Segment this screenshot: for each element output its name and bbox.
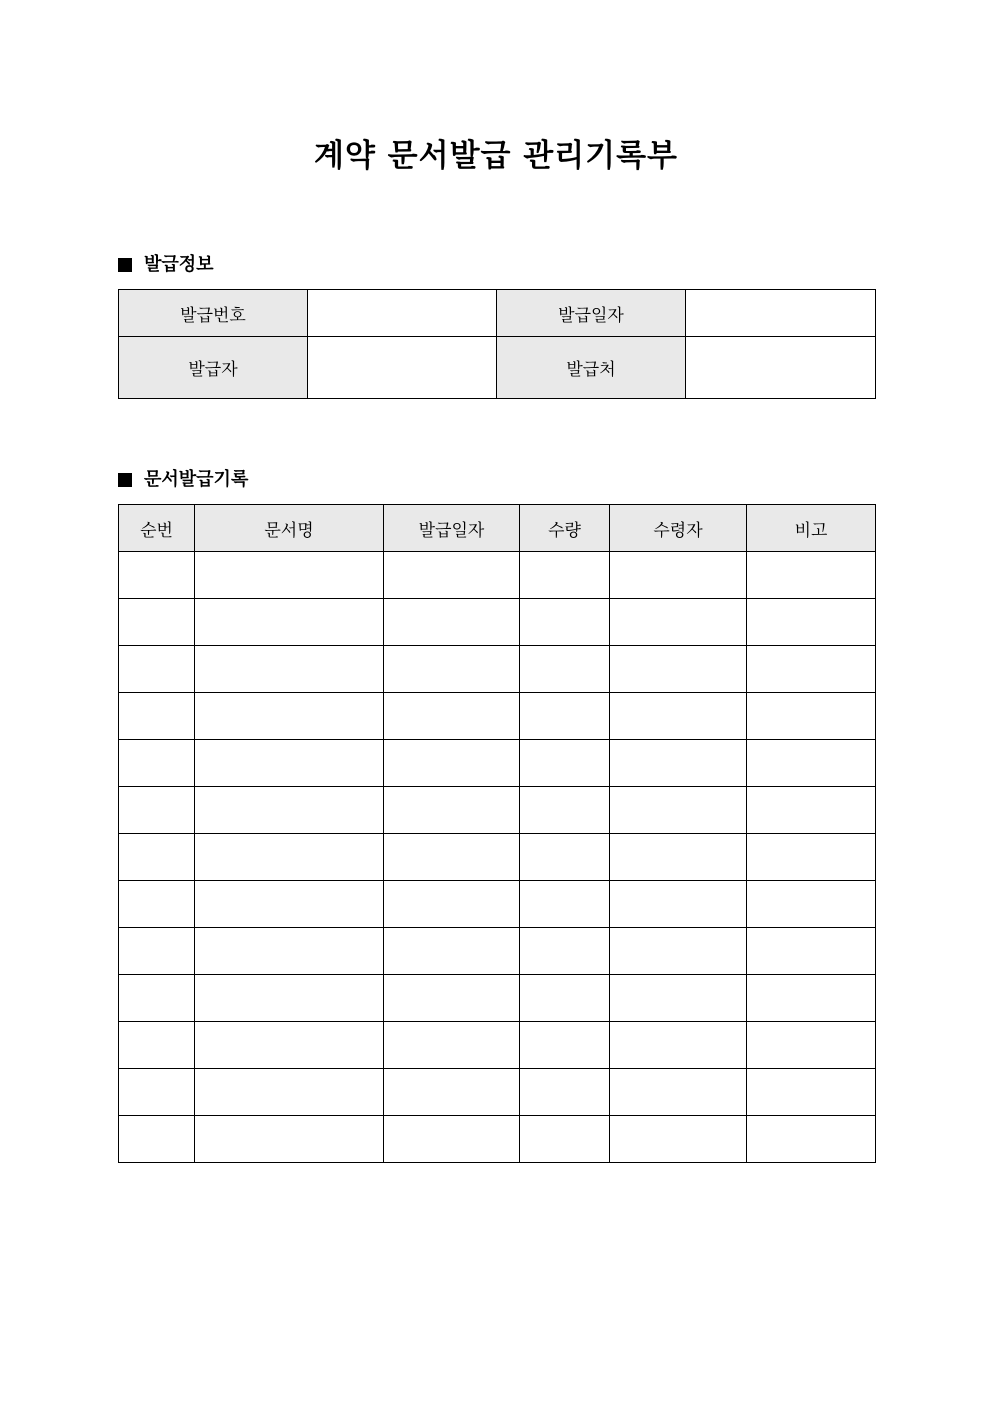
issue-date-cell[interactable] — [384, 599, 520, 646]
seq-cell[interactable] — [119, 975, 195, 1022]
recipient-cell[interactable] — [610, 975, 747, 1022]
section-heading-label: 발급정보 — [144, 254, 214, 275]
recipient-cell[interactable] — [610, 834, 747, 881]
recipient-cell[interactable] — [610, 787, 747, 834]
quantity-cell[interactable] — [520, 1116, 610, 1163]
quantity-cell[interactable] — [520, 881, 610, 928]
document-name-cell[interactable] — [195, 1116, 384, 1163]
quantity-cell[interactable] — [520, 693, 610, 740]
recipient-cell[interactable] — [610, 1116, 747, 1163]
table-row — [119, 881, 876, 928]
issue-date-cell[interactable] — [384, 552, 520, 599]
recipient-cell[interactable] — [610, 599, 747, 646]
quantity-cell[interactable] — [520, 834, 610, 881]
issued-to-label: 발급처 — [497, 337, 686, 399]
recipient-cell[interactable] — [610, 740, 747, 787]
recipient-cell[interactable] — [610, 646, 747, 693]
table-row — [119, 1116, 876, 1163]
remarks-cell[interactable] — [747, 787, 876, 834]
document-name-cell[interactable] — [195, 881, 384, 928]
remarks-cell[interactable] — [747, 599, 876, 646]
issuer-label: 발급자 — [119, 337, 308, 399]
table-row — [119, 1069, 876, 1116]
seq-cell[interactable] — [119, 928, 195, 975]
document-name-cell[interactable] — [195, 552, 384, 599]
seq-cell[interactable] — [119, 881, 195, 928]
recipient-cell[interactable] — [610, 552, 747, 599]
document-name-cell[interactable] — [195, 740, 384, 787]
table-row — [119, 599, 876, 646]
issue-date-cell[interactable] — [384, 1116, 520, 1163]
issue-date-cell[interactable] — [384, 787, 520, 834]
column-header-recipient: 수령자 — [610, 505, 747, 552]
document-name-cell[interactable] — [195, 975, 384, 1022]
square-bullet-icon — [118, 473, 132, 487]
quantity-cell[interactable] — [520, 552, 610, 599]
document-name-cell[interactable] — [195, 928, 384, 975]
recipient-cell[interactable] — [610, 928, 747, 975]
quantity-cell[interactable] — [520, 787, 610, 834]
table-row — [119, 1022, 876, 1069]
column-header-seq: 순번 — [119, 505, 195, 552]
issue-date-cell[interactable] — [384, 1069, 520, 1116]
seq-cell[interactable] — [119, 693, 195, 740]
issuer-field[interactable] — [308, 337, 497, 399]
document-name-cell[interactable] — [195, 599, 384, 646]
table-row — [119, 975, 876, 1022]
column-header-document-name: 문서명 — [195, 505, 384, 552]
document-name-cell[interactable] — [195, 834, 384, 881]
remarks-cell[interactable] — [747, 881, 876, 928]
remarks-cell[interactable] — [747, 1116, 876, 1163]
recipient-cell[interactable] — [610, 1022, 747, 1069]
remarks-cell[interactable] — [747, 834, 876, 881]
quantity-cell[interactable] — [520, 1022, 610, 1069]
quantity-cell[interactable] — [520, 646, 610, 693]
document-name-cell[interactable] — [195, 1069, 384, 1116]
remarks-cell[interactable] — [747, 740, 876, 787]
quantity-cell[interactable] — [520, 740, 610, 787]
issue-number-label: 발급번호 — [119, 290, 308, 337]
issue-info-table — [118, 289, 876, 399]
table-header-row — [119, 505, 876, 552]
table-row — [119, 928, 876, 975]
seq-cell[interactable] — [119, 787, 195, 834]
remarks-cell[interactable] — [747, 552, 876, 599]
document-name-cell[interactable] — [195, 693, 384, 740]
table-row — [119, 552, 876, 599]
issue-date-field[interactable] — [686, 290, 876, 337]
seq-cell[interactable] — [119, 552, 195, 599]
table-row — [119, 740, 876, 787]
issue-number-field[interactable] — [308, 290, 497, 337]
page-title: 계약 문서발급 관리기록부 — [314, 138, 678, 174]
document-name-cell[interactable] — [195, 787, 384, 834]
seq-cell[interactable] — [119, 740, 195, 787]
seq-cell[interactable] — [119, 599, 195, 646]
recipient-cell[interactable] — [610, 693, 747, 740]
column-header-remarks: 비고 — [747, 505, 876, 552]
document-name-cell[interactable] — [195, 646, 384, 693]
issue-date-label: 발급일자 — [497, 290, 686, 337]
issue-records-table — [118, 504, 876, 1163]
seq-cell[interactable] — [119, 1022, 195, 1069]
table-row — [119, 337, 876, 399]
issue-date-cell[interactable] — [384, 646, 520, 693]
recipient-cell[interactable] — [610, 881, 747, 928]
seq-cell[interactable] — [119, 834, 195, 881]
seq-cell[interactable] — [119, 1116, 195, 1163]
column-header-issue-date: 발급일자 — [384, 505, 520, 552]
remarks-cell[interactable] — [747, 1069, 876, 1116]
square-bullet-icon — [118, 258, 132, 272]
remarks-cell[interactable] — [747, 975, 876, 1022]
quantity-cell[interactable] — [520, 1069, 610, 1116]
issue-date-cell[interactable] — [384, 834, 520, 881]
remarks-cell[interactable] — [747, 928, 876, 975]
seq-cell[interactable] — [119, 646, 195, 693]
quantity-cell[interactable] — [520, 928, 610, 975]
document-name-cell[interactable] — [195, 1022, 384, 1069]
issued-to-field[interactable] — [686, 337, 876, 399]
column-header-quantity: 수량 — [520, 505, 610, 552]
issue-date-cell[interactable] — [384, 693, 520, 740]
remarks-cell[interactable] — [747, 646, 876, 693]
issue-date-cell[interactable] — [384, 975, 520, 1022]
table-row — [119, 646, 876, 693]
quantity-cell[interactable] — [520, 975, 610, 1022]
section-heading-issue-info — [118, 253, 214, 277]
section-heading-issue-records — [118, 468, 248, 492]
section-heading-label: 문서발급기록 — [144, 469, 249, 490]
issue-date-cell[interactable] — [384, 740, 520, 787]
remarks-cell[interactable] — [747, 693, 876, 740]
table-row — [119, 290, 876, 337]
issue-date-cell[interactable] — [384, 1022, 520, 1069]
table-row — [119, 834, 876, 881]
issue-date-cell[interactable] — [384, 928, 520, 975]
recipient-cell[interactable] — [610, 1069, 747, 1116]
seq-cell[interactable] — [119, 1069, 195, 1116]
issue-date-cell[interactable] — [384, 881, 520, 928]
table-row — [119, 693, 876, 740]
table-row — [119, 787, 876, 834]
remarks-cell[interactable] — [747, 1022, 876, 1069]
quantity-cell[interactable] — [520, 599, 610, 646]
